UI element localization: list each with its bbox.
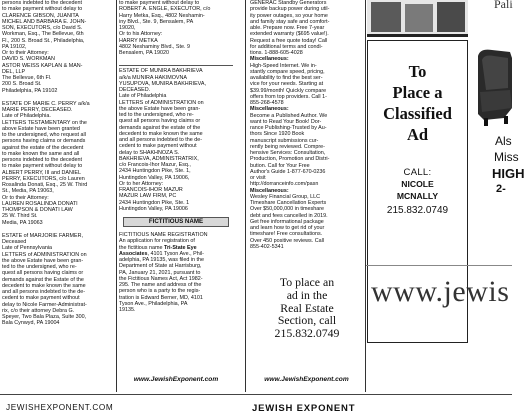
internet-ad-text: High-Speed Internet. We in- stantly compare speed, pricing, availability to find the best ser- vice for your needs. Starting at $39.99/month! Quickly compare offers from top providers. Call 1- 855-268-4578 (250, 62, 327, 106)
misc-heading: Miscellaneous: (250, 56, 289, 63)
banner-divider (366, 265, 512, 266)
legal-notices-column-2 (119, 0, 233, 390)
partial-display-ad: Pali Als Miss HIGH 2- (474, 0, 512, 346)
partial-photo-strip (367, 0, 468, 37)
column-divider (245, 0, 246, 392)
contact-first-name: NICOLE (401, 179, 434, 189)
recliner-chair-image (474, 48, 512, 128)
section-header-fictitious-name: FICTITIOUS NAME (123, 217, 229, 227)
notice-engle-estate: to make payment without delay to ROBERT A. ENGLE, EXECUTOR, c/o Harry Metka, Esq., 4802 Neshamin- iny Blvd., Ste. 9, Bensalem, PA 19020, Or to his Attorney: HARRY METKA 4802 Neshaminy Blvd., Ste. 9 Bensalem, PA 19020 (119, 0, 211, 56)
notice-gibson-estate: persons indebted to the decedent to make payment without delay to CLARENCE GIBSON, JUANITA MICHEL AND BARBARA E. JOHN- SON, EXECUTORS, c/o David S. Workman, Esq., The Bellevue, 6th Fl., 200 S. Broad St., Philadelphia, PA 19102, Or to their Attorney: DAVID S. WORKMAN ASTOR WEISS KAPLAN & MAN- DEL, LLP The Bellevue, 6th Fl. 200 S. Broad St. Philadelphia, PA 19102 (2, 0, 87, 94)
column-divider (116, 0, 117, 392)
photo-image (367, 0, 468, 37)
notice-perry-estate: ESTATE OF MARIE C. PERRY a/k/a MARIE PERRY, DECEASED. Late of Philadelphia. LETTERS TESTAMENTARY on the above Estate have been granted to the undersigned, who request all persons having claims or demands against the estate of the decedent to make known the same and all persons indebted to the decedent to make payment without delay to ALBERT PERRY, III and DANIEL PERRY, EXECUTORS, c/o Lauren Rosalinda Donati, Esq., 25 W. Third St., Media, PA 19063, Or to their Attorney: LAUREN ROSALINDA DONATI THOMPSON & DONATI LAW 25 W. Third St. Media, PA 19063 (2, 100, 90, 226)
column-divider (365, 0, 366, 392)
misc-heading: Miscellaneous: (250, 187, 289, 194)
call-label: CALL: (403, 167, 432, 178)
fictitious-name-title: FICTITIOUS NAME REGISTRATION (119, 232, 208, 238)
footer-website: JEWISHEXPONENT.COM (6, 403, 114, 412)
place-classified-ad-box: To Place a Classified Ad CALL: NICOLE MCNALLY 215.832.0749 (367, 40, 468, 343)
footer-rule (0, 394, 512, 395)
timeshare-ad-text: Wesley Financial Group, LLC Timeshare Cancellation Experts Over $50,000,000 in timeshare debt and fees cancelled in 2019. Get free informational package and learn how to get rid of your timeshare! Free consultations. Over 450 positive reviews. Call 855-402-5341 (250, 193, 328, 250)
contact-last-name: MCNALLY (396, 191, 439, 201)
footer-publication-name: JEWISH EXPONENT (252, 403, 356, 414)
notice-bakhrieva-estate: ESTATE OF MUNIRA BAKHRIEVA a/k/a MUNIRA HAKIMOVNA YUSUPOVA, MUNIRA BAKHRIEVA, DECEASED. Late of Philadelphia LETTERS of ADMINISTRATION on the above Estate have been gran- ted to the undersigned, who re- quest all persons having claims or demands against the estate of the decedent to make known the same and all persons indebted to the de- cedent to make payment without delay to SHAKHNOZA S. BAKHRIEVA, ADMINISTRATRIX, c/o Francois-Ihor Mazur, Esq., 2434 Huntingdon Pike, Ste. 1, Huntingdon Valley, PA 19006, Or to her Attorney: FRANCOIS-IHOR MAZUR MAZUR LAW FIRM, PC 2434 Huntingdon Pike, Ste. 1 Huntingdon Valley, PA 19006 (119, 68, 206, 212)
fictitious-business-name: Tri-State Eye Associates (119, 244, 197, 257)
notice-farmer-estate: ESTATE of MARJORIE FARMER, Deceased Late of Pennsylvania LETTERS of ADMINISTRATION on the above Estate have been gran- ted to the undersigned, who re- quest all persons having claims or demands against the Estate of the decedent to make known the same and all persons indebted to the de- cedent to make payment without delay to Nicole Farmer-Administrat- rix, c/o their attorney Debra G. Speyer, Two Bala Plaza, Suite 300, Bala Cynwyd, PA 19004 (2, 232, 87, 327)
generac-ad-text: GENERAC Standby Generators provide backup power during util- ity power outages, so your home and family stay safe and comfort- able. Prepare now. Free 7-year extended warranty ($695 value!). Request a free quote today! Call for additional terms and condi- tions. 1-888-605-4028 (250, 0, 330, 56)
publishing-ad-text: Become a Published Author. We want to Read Your Book! Dor- rance Publishing-Trusted by Au- thors Since 1920 Book manuscript submissions cur- rently being reviewed. Compre- hensive Services: Consultation, Production, Promotion and Distri- bution. Call for Your Free Author's Guide 1-877-670-0236 or visit http://dorranceinfo.com/pasn (250, 112, 330, 188)
legal-notices-column-1 (2, 0, 113, 390)
jewish-exponent-url-banner[interactable]: www.jewis (371, 275, 510, 308)
contact-phone: 215.832.0749 (386, 205, 449, 216)
misc-heading: Miscellaneous: (250, 106, 289, 113)
fictitious-name-notice: An application for registration of the fictitious name Tri-State Eye Associates, 4101 Tyson Ave., Phil- adelphia, PA 19135, was filed in the Department of State at Harrisburg, PA, January 21, 2021, pursuant to the Fictitious Names Act, Act 1982- 295. The name and address of the person who is a party to the regis- tration is Edward Berner, MD, 4101 Tyson Ave., Philadelphia, PA 19135. (119, 238, 205, 313)
notice-separator (119, 65, 233, 66)
real-estate-phone: 215.832.0749 (274, 326, 340, 341)
website-link[interactable]: www.JewishExponent.com (264, 376, 349, 383)
website-link[interactable]: www.JewishExponent.com (133, 376, 219, 383)
real-estate-ad: To place an ad in the Real Estate Section, call 215.832.0749 (252, 276, 362, 340)
